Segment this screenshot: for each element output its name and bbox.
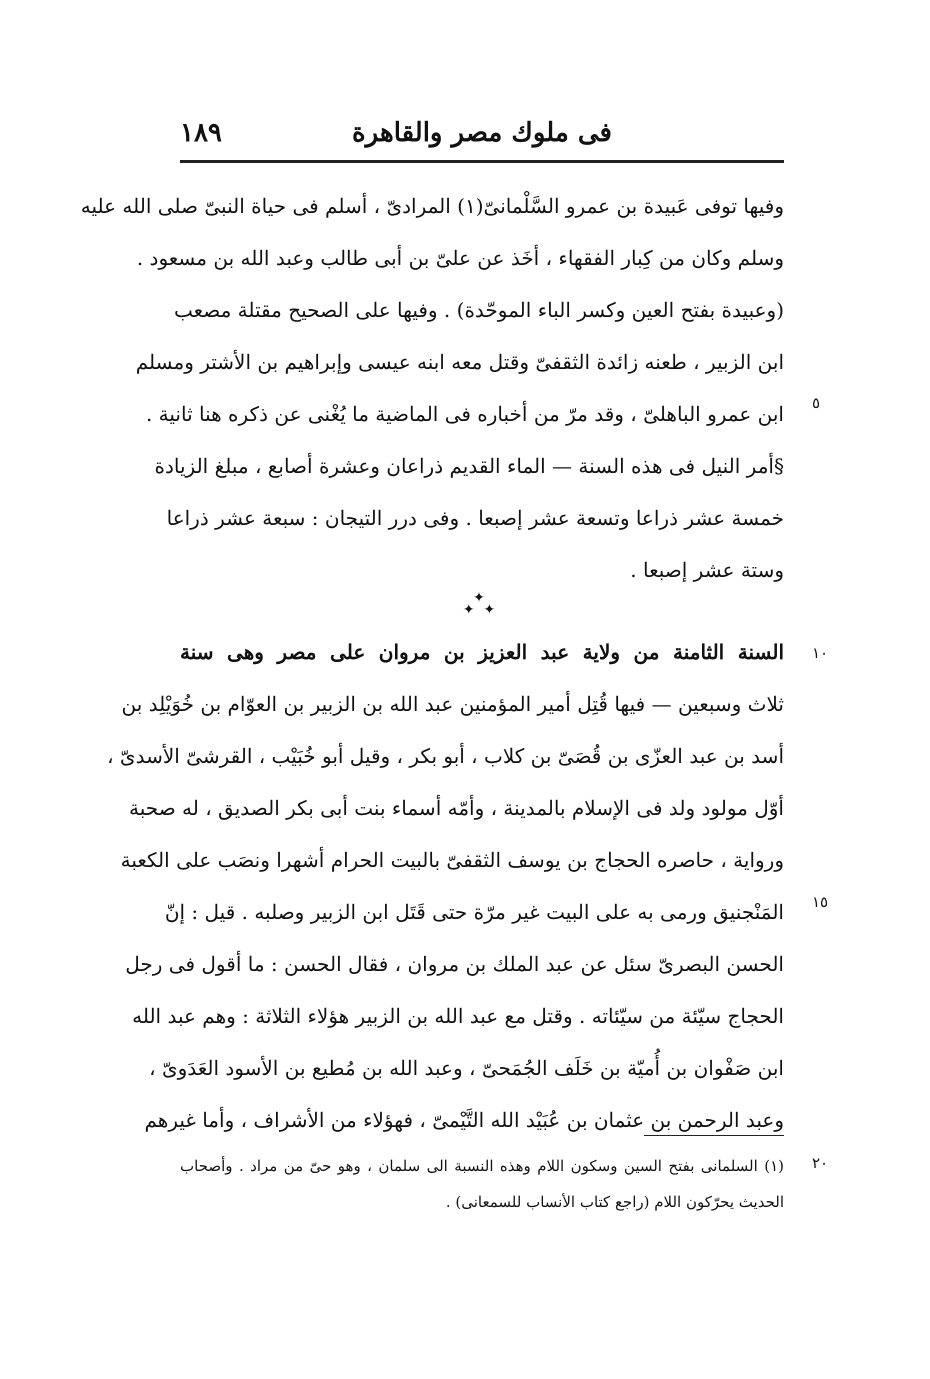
text-line: الحسن البصرىّ سئل عن عبد الملك بن مروان ، فقال الحسن : ما أقول فى رجل [125, 952, 784, 976]
text-line: ورواية ، حاصره الحجاج بن يوسف الثقفىّ بالبيت الحرام أشهرا ونصَب على الكعبة [120, 848, 784, 872]
text-line: أوّل مولود ولد فى الإسلام بالمدينة ، وأمّه أسماء بنت أبى بكر الصديق ، له صحبة [129, 796, 784, 820]
text-line: وستة عشر إصبعا . [630, 558, 784, 582]
footnote-rule [644, 1135, 784, 1136]
page-header [180, 110, 784, 160]
text-line: ثلاث وسبعين — فيها قُتِل أمير المؤمنين عبد الله بن الزبير بن العوّام بن خُوَيْلِد بن [121, 692, 784, 716]
footnote-line: (١) السلمانى بفتح السين وسكون اللام وهذه النسبة الى سلمان ، وهو حىّ من مراد . وأصحاب [180, 1157, 784, 1175]
footnote-line: الحديث يحرّكون اللام (راجع كتاب الأنساب للسمعانى) . [445, 1193, 784, 1211]
text-line: وعبد الرحمن بن عثمان بن عُبَيْد الله التَّيْمىّ ، فهؤلاء من الأشراف ، وأما غيرهم [144, 1108, 784, 1132]
margin-line-number: ١٥ [812, 893, 829, 911]
header-rule [180, 160, 784, 163]
text-line: §أمر النيل فى هذه السنة — الماء القديم ذراعان وعشرة أصابع ، مبلغ الزيادة [154, 454, 784, 478]
ornament-glyph-right: ✦ [483, 602, 496, 618]
paragraph-year-73 [107, 626, 784, 1146]
text-line: ابن صَفْوان بن أُميّة بن خَلَف الجُمَحىّ ، وعبد الله بن مُطيع بن الأسود العَدَوىّ ، [149, 1056, 784, 1080]
ornament-glyph-left: ✦ [462, 602, 475, 618]
text-line: وفيها توفى عَبيدة بن عمرو السَّلْمانىّ(١) المرادىّ ، أسلم فى حياة النبىّ صلى الله عليه [80, 194, 784, 218]
footnotes [180, 1148, 784, 1220]
page-number: ١٨٩ [180, 118, 222, 148]
text-line: المَنْجنيق ورمى به على البيت غير مرّة حتى قَتَل ابن الزبير وصلبه . قيل : إنّ [164, 900, 784, 924]
text-line: أسد بن عبد العزّى بن قُصَىّ بن كلاب ، أبو بكر ، وقيل أبو خُبَيْب ، القرشىّ الأسدىّ ، [107, 744, 784, 768]
section-ornament [455, 592, 503, 616]
text-line: الحجاج سيّئة من سيّئاته . وقتل مع عبد الله بن الزبير هؤلاء الثلاثة : وهم عبد الله [132, 1004, 784, 1028]
text-line: ابن عمرو الباهلىّ ، وقد مرّ من أخباره فى الماضية ما يُغْنى عن ذكره هنا ثانية . [145, 402, 784, 426]
ornament-glyph-top: ✦ [473, 590, 485, 606]
text-line: وسلم وكان من كِبار الفقهاء ، أخَذ عن علىّ بن أبى طالب وعبد الله بن مسعود . [136, 246, 784, 270]
text-line: ابن الزبير ، طعنه زائدة الثقفىّ وقتل معه ابنه عيسى وإبراهيم بن الأشتر ومسلم [135, 350, 784, 374]
margin-line-number: ١٠ [812, 644, 829, 662]
paragraph-obituary [80, 180, 784, 440]
paragraph-nile [154, 440, 784, 596]
text-line: خمسة عشر ذراعا وتسعة عشر إصبعا . وفى درر التيجان : سبعة عشر ذراعا [166, 506, 784, 530]
section-heading-line: السنة الثامنة من ولاية عبد العزيز بن مروان على مصر وهى سنة [180, 640, 784, 664]
ornament-glyph-bottom [455, 604, 503, 616]
text-line: (وعبيدة بفتح العين وكسر الباء الموحّدة) . وفيها على الصحيح مقتلة مصعب [173, 298, 784, 322]
running-title: فى ملوك مصر والقاهرة [352, 118, 612, 148]
margin-line-number: ٢٠ [812, 1154, 829, 1172]
margin-line-number: ٥ [812, 394, 821, 412]
